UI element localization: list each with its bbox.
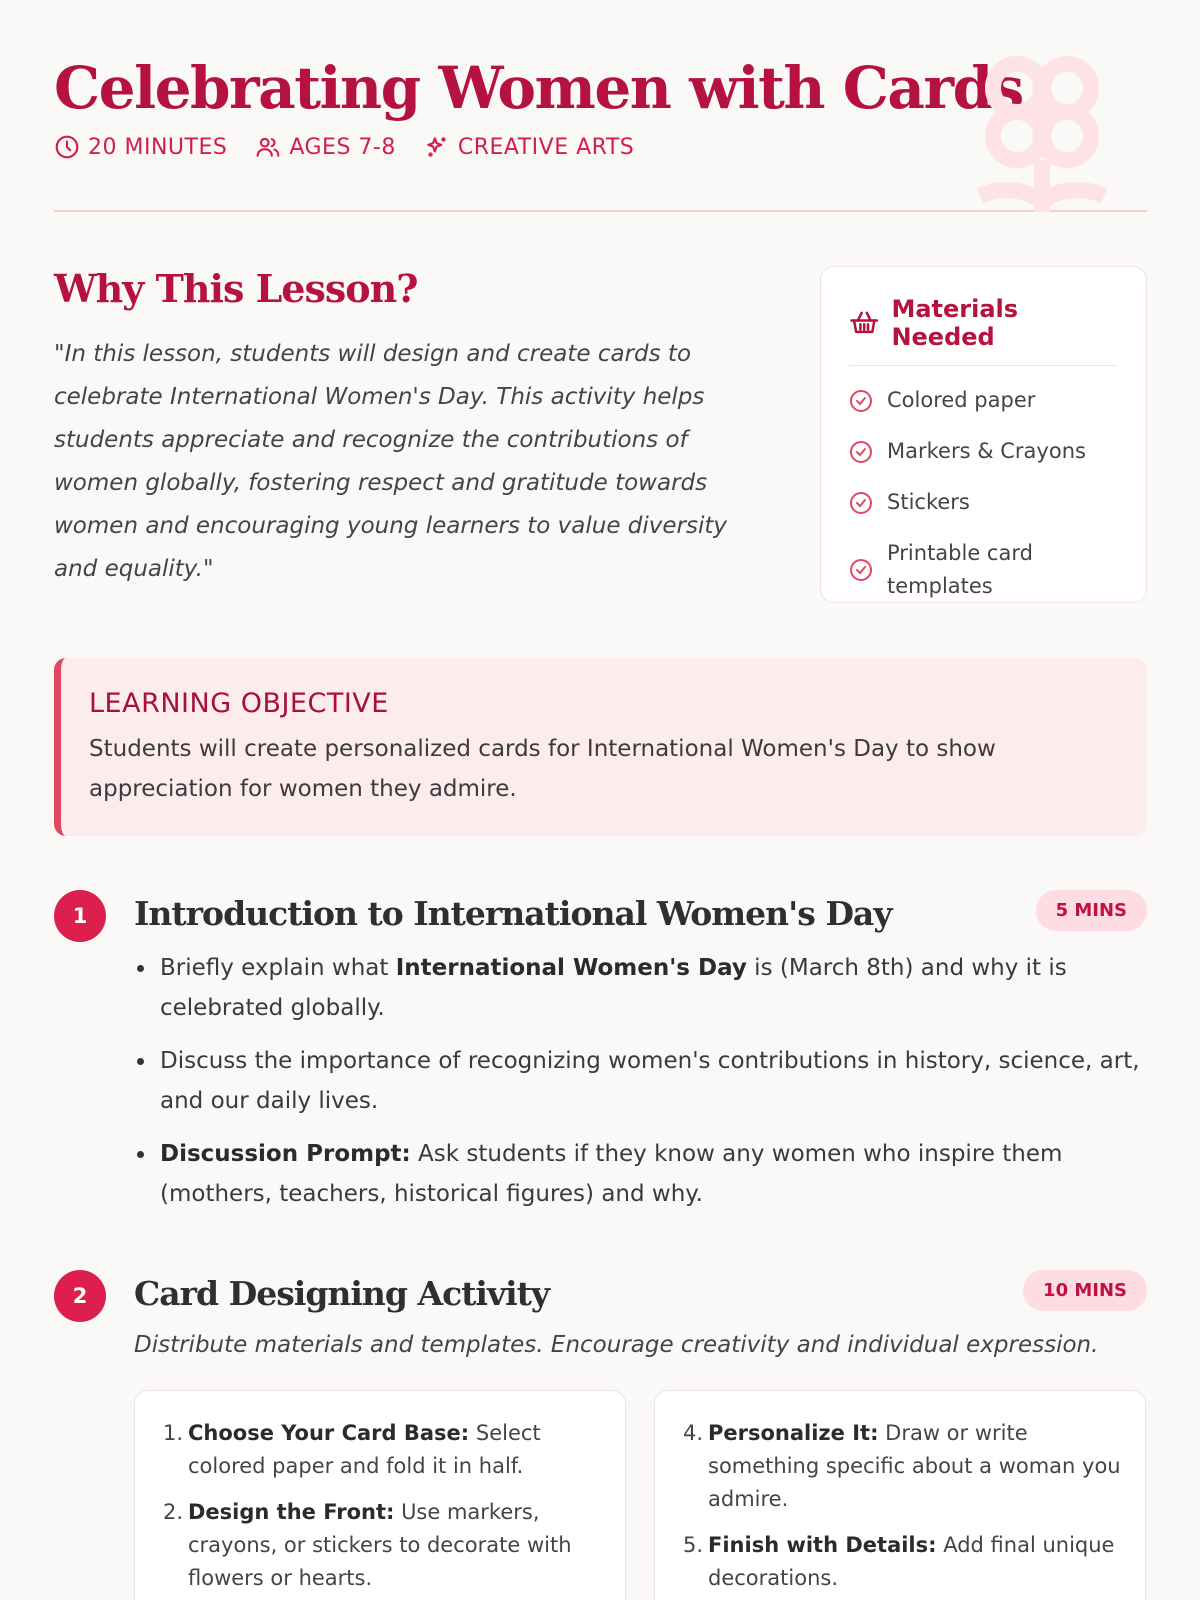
item-text: Draw or write something specific about a woman you admire. — [708, 1421, 1121, 1511]
item-bold: Personalize It: — [708, 1421, 879, 1445]
check-circle-icon — [849, 389, 873, 413]
material-label: Colored paper — [887, 388, 1036, 412]
list-item — [163, 1496, 601, 1595]
list-item — [683, 1417, 1121, 1516]
item-text: Select colored paper and fold it in half. — [188, 1421, 541, 1478]
basket-icon — [849, 307, 879, 339]
item-text: Add final unique decorations. — [708, 1533, 1115, 1590]
list-item — [134, 1134, 1147, 1214]
duration-badge: 5 MINS — [1036, 890, 1147, 931]
bullet-bold: Discussion Prompt: — [160, 1141, 411, 1167]
lesson-page — [54, 0, 1147, 1590]
list-item — [849, 384, 1118, 417]
header — [54, 0, 1147, 212]
instructions-card-right — [654, 1390, 1146, 1600]
item-number: 1. — [163, 1421, 184, 1445]
bullet-text: is (March 8th) and why it is celebrated globally. — [160, 955, 1067, 1021]
step-title: Card Designing Activity — [134, 1274, 550, 1313]
bullet-bold: International Women's Day — [395, 955, 747, 981]
meta-ages-label: AGES 7-8 — [289, 134, 396, 160]
list-item — [849, 537, 1118, 603]
list-item — [163, 1417, 601, 1483]
instructions-list — [683, 1417, 1121, 1595]
bullet-text: Discuss the importance of recognizing women's contributions in history, science, art, and our daily lives. — [160, 1048, 1140, 1114]
step-number: 2 — [54, 1270, 106, 1322]
users-icon — [255, 134, 281, 160]
item-number: 5. — [683, 1533, 704, 1557]
item-bold: Design the Front: — [188, 1500, 395, 1524]
list-item — [683, 1529, 1121, 1595]
materials-header — [849, 295, 1118, 366]
check-circle-icon — [849, 440, 873, 464]
instructions-card-left — [134, 1390, 626, 1600]
item-bold: Finish with Details: — [708, 1533, 937, 1557]
item-text: Use markers, crayons, or stickers to decorate with flowers or hearts. — [188, 1500, 572, 1590]
why-quote: "In this lesson, students will design and create cards to celebrate International Women's Day. This activity helps students appreciate and recognize the contributions of women globally, fostering respect and gratitude towards women and encouraging young learners to value diversity and equality." — [54, 341, 728, 582]
meta-subject — [424, 134, 634, 160]
materials-card — [820, 266, 1147, 603]
bullet-text: Ask students if they know any women who inspire them (mothers, teachers, historical figures) and why. — [160, 1141, 1063, 1207]
meta-ages — [255, 134, 396, 160]
check-circle-icon — [849, 558, 873, 582]
step-description: Distribute materials and templates. Encourage creativity and individual expression. — [134, 1332, 1099, 1358]
step-number: 1 — [54, 890, 106, 942]
objective-title: LEARNING OBJECTIVE — [89, 688, 389, 719]
sparkles-icon — [424, 134, 450, 160]
clock-icon — [54, 134, 80, 160]
materials-title: Materials Needed — [891, 295, 1019, 351]
objective-text: Students will create personalized cards for International Women's Day to show appreciation for women they admire. — [89, 736, 996, 802]
item-bold: Choose Your Card Base: — [188, 1421, 470, 1445]
item-number: 4. — [683, 1421, 704, 1445]
page-title: Celebrating Women with Cards — [54, 54, 1023, 122]
list-item — [134, 948, 1147, 1028]
bullet-text: Briefly explain what — [160, 955, 396, 981]
meta-subject-label: CREATIVE ARTS — [457, 134, 635, 160]
learning-objective — [54, 658, 1147, 836]
meta-duration-label: 20 MINUTES — [88, 134, 228, 160]
list-item — [849, 435, 1118, 468]
material-label: Printable card templates — [887, 541, 1033, 598]
material-label: Stickers — [887, 490, 970, 514]
duration-badge: 10 MINS — [1023, 1270, 1147, 1311]
step-title: Introduction to International Women's Day — [134, 894, 892, 933]
meta-row — [54, 134, 634, 160]
list-item — [849, 486, 1118, 519]
step-1-bullets — [134, 948, 1147, 1227]
material-label: Markers & Crayons — [887, 439, 1086, 463]
why-heading: Why This Lesson? — [54, 266, 418, 311]
materials-list — [849, 384, 1118, 603]
item-number: 2. — [163, 1500, 184, 1524]
flower-icon — [967, 52, 1117, 212]
why-section — [54, 266, 754, 591]
check-circle-icon — [849, 491, 873, 515]
list-item — [134, 1041, 1147, 1121]
instructions-list — [163, 1417, 601, 1595]
meta-duration — [54, 134, 227, 160]
